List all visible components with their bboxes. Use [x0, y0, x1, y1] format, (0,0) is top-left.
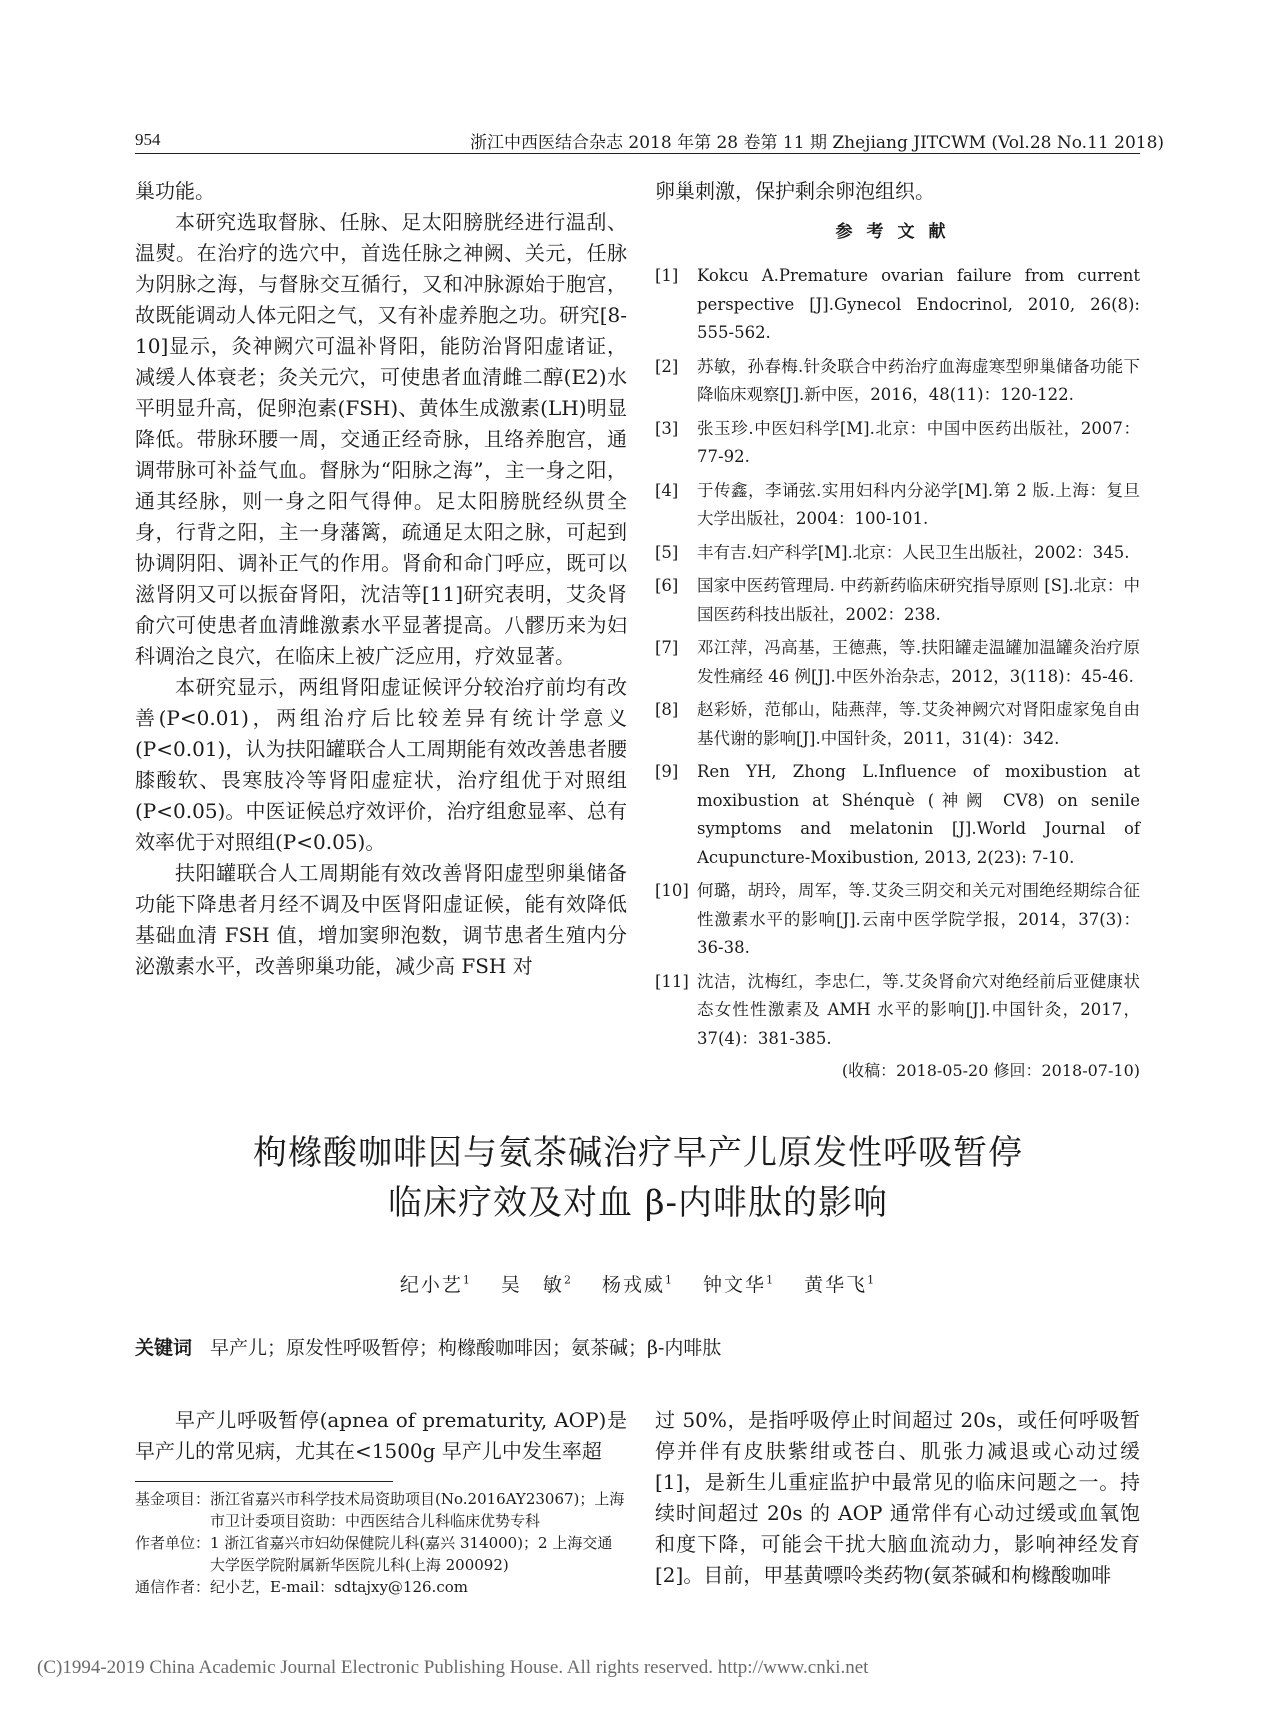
reference-number: [6] — [655, 576, 679, 595]
author-name: 黄华飞 — [804, 1274, 868, 1296]
reference-item — [655, 477, 1140, 534]
paragraph: 巢功能。 — [135, 179, 215, 203]
author-affiliation: 1 — [665, 1273, 674, 1287]
reference-number: [10] — [655, 881, 689, 900]
article-title-line-1: 枸橼酸咖啡因与氨茶碱治疗早产儿原发性呼吸暂停 — [253, 1133, 1023, 1173]
reference-item — [655, 262, 1140, 348]
author-list — [0, 1270, 1276, 1297]
footnote — [135, 1576, 627, 1598]
references-heading: 参考文献 — [835, 222, 960, 242]
reference-item — [655, 415, 1140, 472]
author-affiliation: 2 — [563, 1273, 573, 1287]
paragraph: 卵巢刺激，保护剩余卵泡组织。 — [655, 179, 935, 203]
reference-number: [4] — [655, 480, 679, 500]
reference-item — [655, 968, 1140, 1054]
right-column-bottom — [655, 1405, 1140, 1591]
footnote-label: 基金项目： — [135, 1490, 211, 1508]
author-name: 纪小艺 — [399, 1274, 463, 1296]
author-name: 杨戎威 — [601, 1274, 665, 1296]
footnote-rule — [135, 1481, 393, 1482]
reference-item — [655, 877, 1140, 963]
reference-item — [655, 634, 1140, 691]
reference-number: [2] — [655, 356, 679, 376]
reference-item — [655, 696, 1140, 753]
paragraph: 早产儿呼吸暂停(apnea of prematurity, AOP)是早产儿的常见病，尤其在<1500g 早产儿中发生率超 — [135, 1408, 627, 1463]
reference-number: [1] — [655, 266, 679, 285]
author-affiliation: 1 — [766, 1273, 776, 1287]
author-name: 吴 敏 — [500, 1274, 564, 1296]
footnote-label: 作者单位： — [135, 1534, 211, 1552]
page-number: 954 — [135, 130, 161, 149]
reference-number: [7] — [655, 638, 679, 657]
article-title-line-2: 临床疗效及对血 β-内啡肽的影响 — [388, 1183, 888, 1223]
paragraph: 本研究选取督脉、任脉、足太阳膀胱经进行温刮、温熨。在治疗的选穴中，首选任脉之神阙、关元，任脉为阴脉之海，与督脉交互循行，又和冲脉源始于胞宫，故既能调动人体元阳之气，又有补虚养胞之功。研究[8-10]显示，灸神阙穴可温补肾阳，能防治肾阳虚诸证，减缓人体衰老；灸关元穴，可使患者血清雌二醇(E2)水平明显升高，促卵泡素(FSH)、黄体生成激素(LH)明显降低。带脉环腰一周，交通正经奇脉，且络养胞宫，通调带脉可补益气血。督脉为“阳脉之海”，主一身之阳，通其经脉，则一身之阳气得伸。足太阳膀胱经纵贯全身，行背之阳，主一身藩篱，疏通足太阳之脉，可起到协调阴阳、调补正气的作用。肾俞和命门呼应，既可以滋肾阴又可以振奋肾阳，沈洁等[11]研究表明，艾灸肾俞穴可使患者血清雌激素水平显著提高。八髎历来为妇科调治之良穴，在临床上被广泛应用，疗效显著。 — [135, 210, 627, 668]
author-affiliation: 1 — [462, 1273, 472, 1287]
reference-item — [655, 353, 1140, 410]
paragraph: 扶阳罐联合人工周期能有效改善肾阳虚型卵巢储备功能下降患者月经不调及中医肾阳虚证候，能有效降低基础血清 FSH 值，增加窦卵泡数，调节患者生殖内分泌激素水平，改善卵巢功能，减少高 FSH 对 — [135, 861, 627, 978]
running-head: 浙江中西医结合杂志 2018 年第 28 卷第 11 期 Zhejiang JITCWM (Vol.28 No.11 2018) — [470, 133, 1165, 153]
reference-text: Ren YH, Zhong L.Influence of moxibustion at moxibustion at Shénquè (神阙 CV8) on senile symptoms and melatonin [J].World Journal of Acupuncture-Moxibustion, 2013, 2(23): 7-10. — [697, 762, 1140, 867]
reference-number: [8] — [655, 700, 679, 719]
footnote-text: 1 浙江省嘉兴市妇幼保健院儿科(嘉兴 314000)；2 上海交通大学医学院附属新华医院儿科(上海 200092) — [210, 1534, 613, 1574]
footnotes — [135, 1488, 627, 1598]
reference-item — [655, 539, 1140, 568]
received-dates: (收稿：2018-05-20 修回：2018-07-10) — [841, 1061, 1140, 1080]
keywords-text: 早产儿；原发性呼吸暂停；枸橼酸咖啡因；氨茶碱；β-内啡肽 — [210, 1337, 722, 1359]
reference-text: 于传鑫，李诵弦.实用妇科内分泌学[M].第 2 版.上海：复旦大学出版社，2004：100-101. — [697, 480, 1140, 528]
reference-text: 何璐，胡玲，周军，等.艾灸三阴交和关元对围绝经期综合征性激素水平的影响[J].云南中医学院学报，2014，37(3)：36-38. — [697, 881, 1140, 957]
reference-text: Kokcu A.Premature ovarian failure from current perspective [J].Gynecol Endocrinol, 2010, 26(8): 555-562. — [697, 266, 1140, 342]
reference-text: 赵彩娇，范郁山，陆燕萍，等.艾灸神阙穴对肾阳虚家兔自由基代谢的影响[J].中国针灸，2011，31(4)：342. — [697, 700, 1140, 748]
author-affiliation: 1 — [867, 1273, 877, 1287]
footnote-text: 浙江省嘉兴市科学技术局资助项目(No.2016AY23067)；上海市卫计委项目资助：中西医结合儿科临床优势专科 — [210, 1490, 625, 1530]
paragraph: 过 50%，是指呼吸停止时间超过 20s，或任何呼吸暂停并伴有皮肤紫绀或苍白、肌张力减退或心动过缓[1]，是新生儿重症监护中最常见的临床问题之一。持续时间超过 20s 的 AOP 通常伴有心动过缓或血氧饱和度下降，可能会干扰大脑血流动力，影响神经发育[2]。目前，甲基黄嘌呤类药物(氨茶碱和枸橼酸咖啡 — [655, 1408, 1140, 1587]
footnote — [135, 1488, 627, 1532]
footnote — [135, 1532, 627, 1576]
right-column-top — [655, 176, 1140, 1084]
reference-text: 沈洁，沈梅红，李忠仁，等.艾灸肾俞穴对绝经前后亚健康状态女性性激素及 AMH 水平的影响[J].中国针灸，2017，37(4)：381-385. — [697, 971, 1140, 1048]
paragraph: 本研究显示，两组肾阳虚证候评分较治疗前均有改善(P<0.01)，两组治疗后比较差异有统计学意义(P<0.01)，认为扶阳罐联合人工周期能有效改善患者腰膝酸软、畏寒肢冷等肾阳虚症状，治疗组优于对照组(P<0.05)。中医证候总疗效评价，治疗组愈显率、总有效率优于对照组(P<0.05)。 — [135, 675, 627, 854]
reference-text: 张玉珍.中医妇科学[M].北京：中国中医药出版社，2007：77-92. — [697, 418, 1140, 466]
reference-item — [655, 572, 1140, 629]
left-column-bottom — [135, 1405, 627, 1467]
reference-text: 邓江萍，冯高基，王德燕，等.扶阳罐走温罐加温罐灸治疗原发性痛经 46 例[J].中医外治杂志，2012，3(118)：45-46. — [697, 638, 1140, 686]
reference-number: [9] — [655, 762, 679, 781]
keywords-label: 关键词 — [135, 1337, 193, 1359]
header-rule — [135, 153, 1140, 154]
reference-item — [655, 758, 1140, 872]
reference-text: 苏敏，孙春梅.针灸联合中药治疗血海虚寒型卵巢储备功能下降临床观察[J].新中医，2016，48(11)：120-122. — [697, 356, 1140, 404]
reference-text: 丰有吉.妇产科学[M].北京：人民卫生出版社，2002：345. — [697, 542, 1130, 562]
reference-number: [3] — [655, 418, 679, 438]
reference-number: [5] — [655, 542, 679, 562]
left-column-top — [135, 176, 627, 982]
reference-number: [11] — [655, 971, 689, 991]
footnote-text: 纪小艺，E-mail：sdtajxy@126.com — [210, 1578, 468, 1596]
keywords — [135, 1333, 721, 1360]
footnote-label: 通信作者： — [135, 1578, 211, 1596]
reference-text: 国家中医药管理局. 中药新药临床研究指导原则 [S].北京：中国医药科技出版社，2002：238. — [697, 576, 1140, 624]
reference-list — [655, 262, 1140, 1053]
copyright-watermark: (C)1994-2019 China Academic Journal Electronic Publishing House. All rights reserved. http://www.cnki.net — [37, 1657, 869, 1678]
author-name: 钟文华 — [703, 1274, 767, 1296]
